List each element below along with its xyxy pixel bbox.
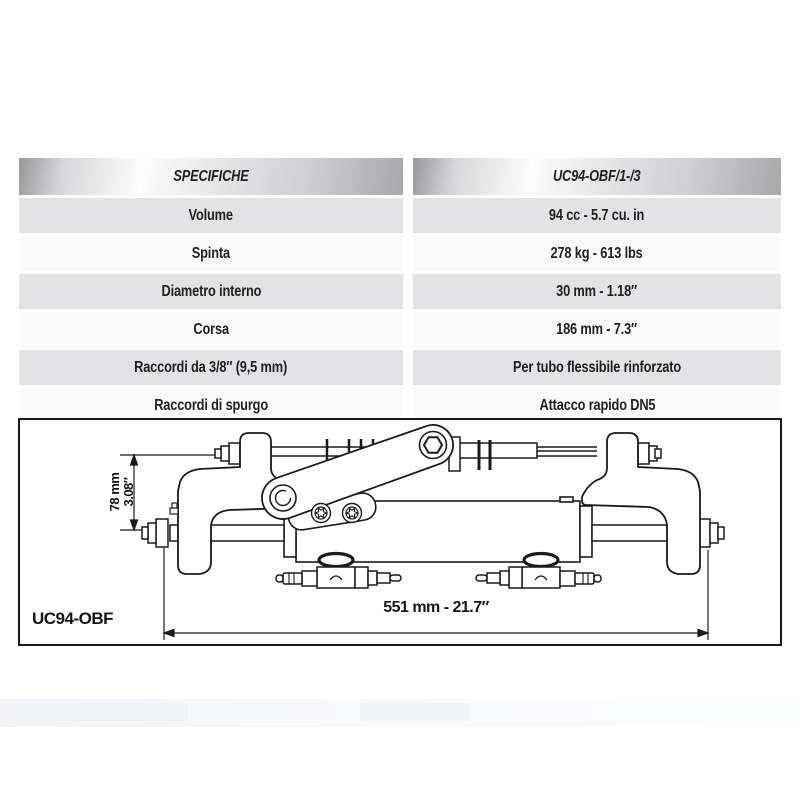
watermark-smudge: [8, 703, 188, 721]
row-value: 30 mm - 1.18″: [556, 282, 638, 300]
torx-screw: [312, 504, 331, 523]
row-value: Attacco rapido DN5: [539, 396, 655, 414]
hex-bolt: [420, 432, 447, 459]
height-dim-mm-label: 78 mm: [107, 472, 122, 512]
header-specs-label: SPECIFICHE: [173, 167, 249, 185]
row-label: Raccordi di spurgo: [154, 396, 268, 414]
row-label: Volume: [188, 206, 234, 224]
row-value: 278 kg - 613 lbs: [550, 244, 644, 262]
header-model-label: UC94-OBF/1-/3: [553, 167, 641, 185]
watermark-smudge: [360, 703, 470, 721]
row-label: Spinta: [191, 244, 231, 262]
pivot-bushing: [270, 485, 296, 511]
row-value: 186 mm - 7.3″: [556, 320, 638, 338]
row-value: Per tubo flessibile rinforzato: [512, 358, 682, 376]
row-label: Diametro interno: [161, 282, 261, 300]
length-dim-label: 551 mm - 21.7″: [383, 599, 489, 616]
model-label: UC94-OBF: [32, 609, 114, 628]
row-label: Raccordi da 3/8″ (9,5 mm): [134, 358, 288, 376]
torx-screw: [343, 504, 362, 523]
row-value: 94 cc - 5.7 cu. in: [549, 206, 645, 224]
height-dim-in-label: 3.08″: [121, 477, 136, 507]
row-label: Corsa: [193, 320, 229, 338]
bleed-nipple: [170, 503, 178, 514]
